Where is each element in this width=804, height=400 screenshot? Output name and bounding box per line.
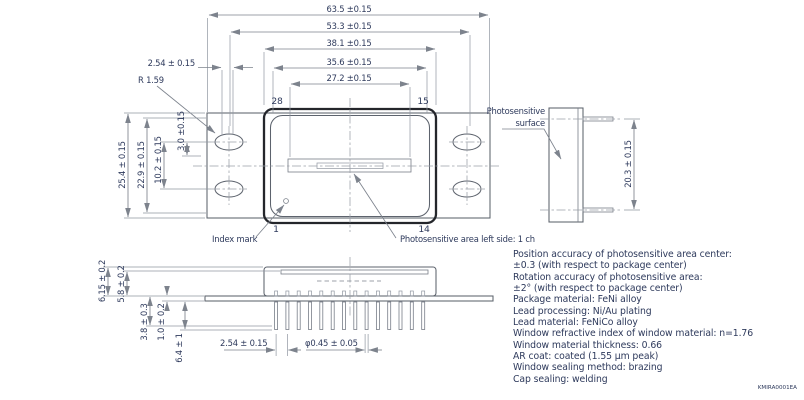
note-line: Lead material: FeNiCo alloy [513,317,638,329]
front-view [97,257,493,363]
drawing-code: KMIRA0001EA [757,385,797,391]
note-line: Lead processing: Ni/Au plating [513,305,652,317]
note-line: Package material: FeNi alloy [513,294,642,306]
dim-hole-radius-label: R 1.59 [138,75,164,85]
specification-notes [513,249,803,385]
dim-lead-diameter [305,334,382,353]
note-line: ±2° (with respect to package center) [513,283,683,295]
pin-number-1: 1 [273,224,279,235]
top-view [117,4,535,244]
note-line: Cap sealing: welding [513,373,608,385]
note-line: Rotation accuracy of photosensitive area: [513,271,703,283]
dim-window-height [116,265,280,302]
side-pin-centerlines [540,119,622,210]
dim-window-frame-width-label: 35.6 ±0.15 [326,57,372,67]
note-line: Position accuracy of photosensitive area center: [513,249,732,260]
side-view [487,106,640,222]
dim-lead-length [174,302,272,363]
dim-flange-thickness-label: 1.0 ± 0.2 [156,303,166,341]
mounting-flange [207,113,490,218]
dim-hole-span-label: 53.3 ±0.15 [326,21,372,31]
dim-lead-pitch [220,334,301,356]
photosensitive-area-label: Photosensitive area left side: 1 ch [400,234,535,244]
hole-centerlines [211,126,485,205]
dim-overall-width-label: 63.5 ±0.15 [326,4,372,14]
dim-flange-thickness [156,287,204,341]
window-frame [288,159,411,172]
photosensitive-area-callout [354,174,535,244]
dim-lead-diameter-label: φ0.45 ± 0.05 [305,338,358,348]
package-centerlines [193,98,500,232]
dim-lead-length-label: 6.4 ± 1 [174,333,184,363]
index-mark-label: Index mark [212,234,258,244]
front-flange [205,296,493,301]
photosensitive-surface-label-2: surface [515,118,545,128]
note-line: ±0.3 (with respect to package center) [513,260,687,272]
dim-standoff-label: 3.8 ± 0.3 [139,303,149,341]
photosensitive-surface-callout [487,106,561,159]
dim-cap-width-label: 38.1 ±0.15 [326,38,372,48]
dim-pin-row-span [623,119,640,210]
dim-lead-pitch-label: 2.54 ± 0.15 [220,338,268,348]
dim-hole-offset-h [148,58,253,135]
dim-hole-pitch-v-label: 10.2 ± 0.15 [153,136,163,184]
dim-pin-row-span-label: 20.3 ± 0.15 [623,140,633,188]
dim-inner-height [136,118,206,213]
pin-number-14: 14 [418,224,430,235]
dim-hole-offset-h-label: 2.54 ± 0.15 [147,58,195,68]
dim-hole-offset-v-label: 3.0 ±0.15 [176,111,186,151]
photosensitive-surface-label-1: Photosensitive [486,106,545,116]
note-line: AR coat: coated (1.55 μm peak) [513,351,659,363]
pin-number-28: 28 [271,96,283,107]
dim-window-height-label: 5.8 ± 0.2 [116,265,126,303]
dim-cap-height-label: 6.15 ± 0.2 [97,259,107,303]
pin-number-15: 15 [417,96,429,107]
dim-overall-height-label: 25.4 ± 0.15 [117,141,127,189]
front-window-edge [281,270,428,274]
note-line: Window material thickness: 0.66 [513,339,662,351]
note-line: Window sealing method: brazing [513,362,663,374]
note-line: Window refractive index of window material: n=1.76 [513,328,754,340]
index-mark [284,199,289,204]
dim-inner-height-label: 22.9 ± 0.15 [136,141,146,189]
dim-photosensitive-width-label: 27.2 ±0.15 [326,73,372,83]
